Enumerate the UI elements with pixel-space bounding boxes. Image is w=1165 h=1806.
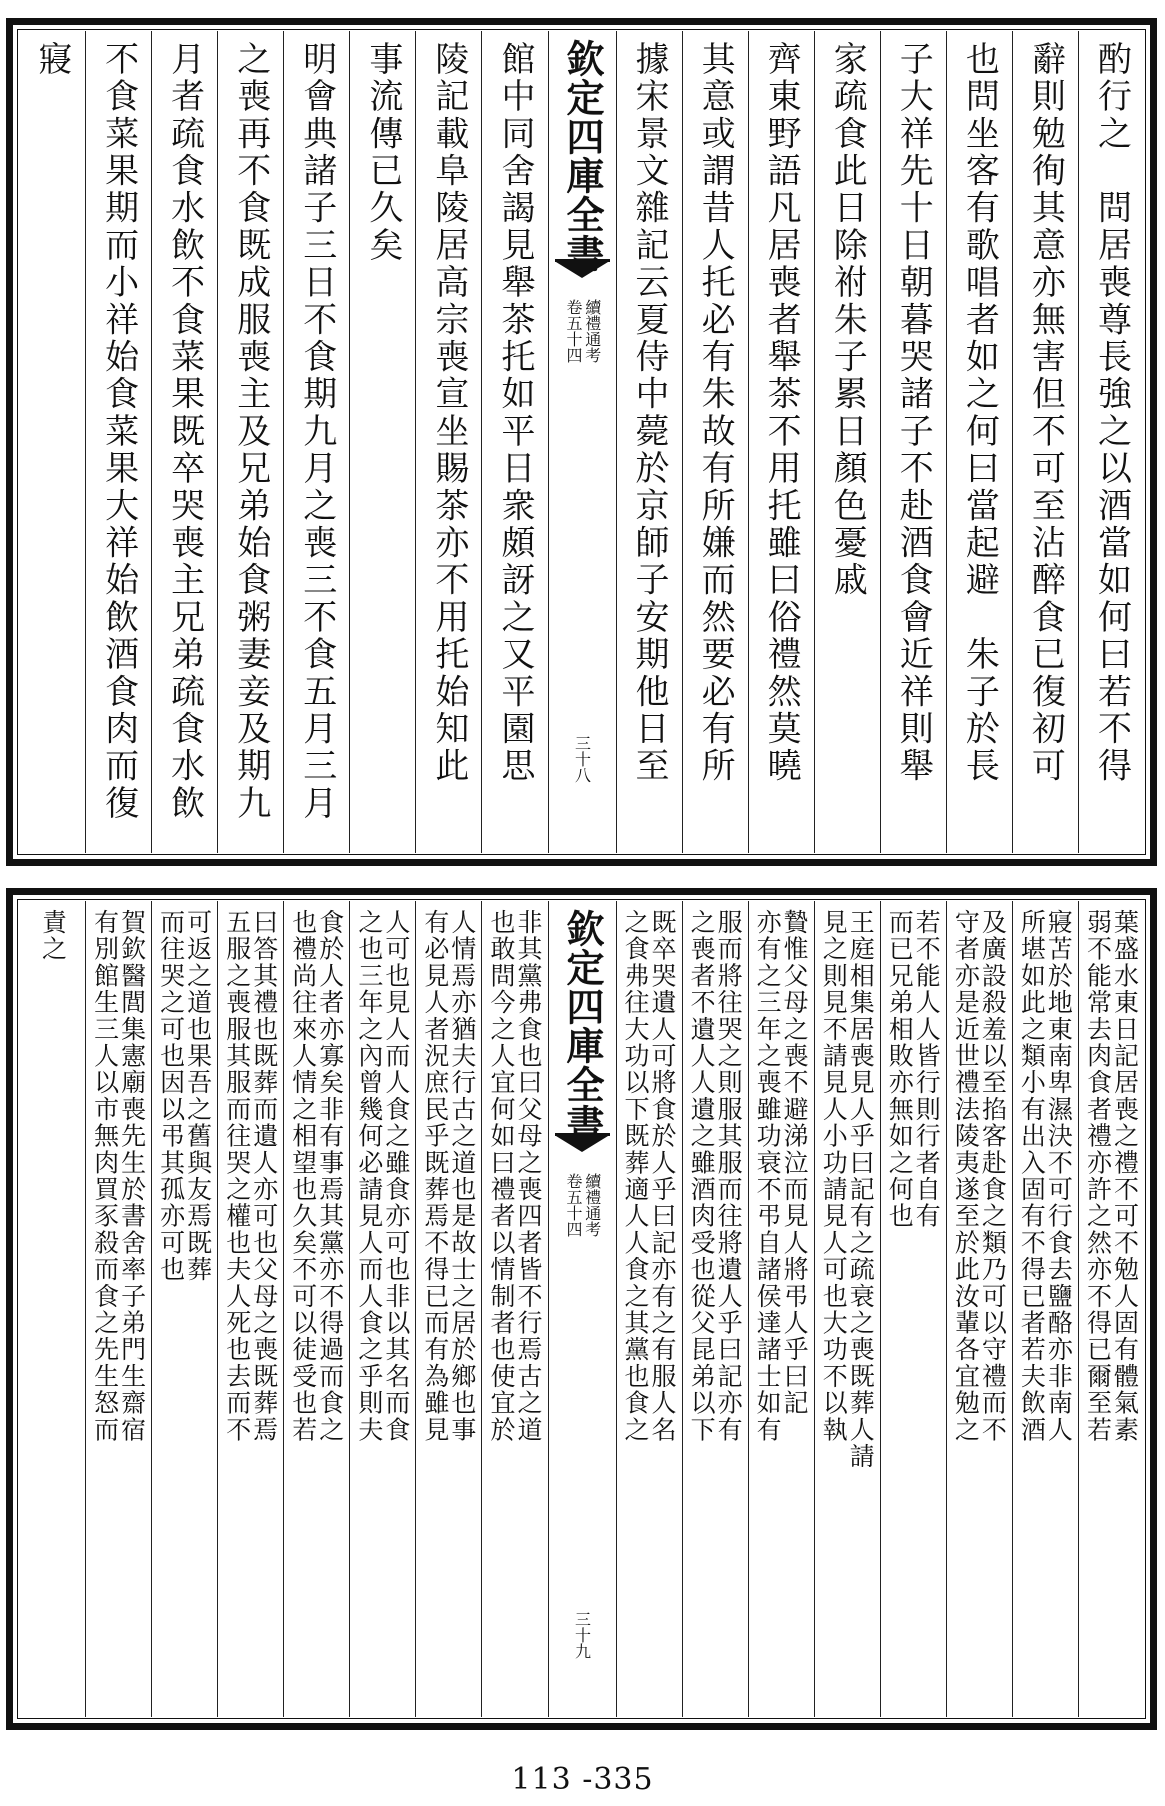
double-line-text <box>1079 909 1144 1443</box>
column-text: 陵記載阜陵居高宗喪宣坐賜茶亦不用托始知此 <box>428 41 469 785</box>
text-column <box>682 31 748 853</box>
sub-line: 見之則見不請見人小功請見人可也大功不以執 <box>819 909 849 1443</box>
sub-line: 有別館生三人以市無肉買豕殺而食之先生怒而 <box>90 909 120 1443</box>
text-column <box>349 901 415 1717</box>
page-number: 113 -335 <box>511 1762 654 1797</box>
text-column <box>1012 31 1078 853</box>
text-column <box>19 31 85 853</box>
text-column <box>1078 31 1144 853</box>
column-text: 家疏食此日除祔朱子累日顏色憂戚 <box>827 41 868 599</box>
banner-volume: 卷五十四 <box>564 1173 583 1237</box>
text-column <box>151 31 217 853</box>
text-column <box>349 31 415 853</box>
column-text: 齊東野語凡居喪者舉茶不用托雖曰俗禮然莫曉 <box>761 41 802 785</box>
fishtail-mark <box>555 259 610 284</box>
text-column <box>814 901 880 1717</box>
sub-line: 也敢問今之人宜何如曰禮者以情制者也使宜於 <box>486 909 516 1443</box>
sub-line: 若不能人人皆行則行者自有 <box>912 909 942 1230</box>
column-text: 之喪再不食既成服喪主及兄弟始食粥妻妾及期九 <box>230 41 271 823</box>
text-column <box>283 901 349 1717</box>
double-line-text <box>749 909 814 1443</box>
banner-title: 欽定四庫全書 <box>560 909 605 1143</box>
double-line-text <box>815 909 880 1470</box>
sub-line: 王庭相集居喪見人乎曰記有之疏衰之喪既葬人請 <box>846 909 876 1470</box>
sub-line: 弱不能常去肉食者禮亦許之然亦不得已爾至若 <box>1083 909 1113 1443</box>
text-column <box>682 901 748 1717</box>
double-line-text <box>86 909 151 1443</box>
text-column <box>415 31 481 853</box>
banner-title: 欽定四庫全書 <box>560 39 605 273</box>
text-column <box>748 31 814 853</box>
sub-line: 人可也見人而人食之雖食亦可也非以其名而食 <box>381 909 411 1443</box>
sub-line: 有必見人者況庶民乎既葬焉不得已而有為雖見 <box>420 909 450 1443</box>
text-column <box>19 901 85 1717</box>
sub-line: 亦有之三年之喪雖功衰不弔自諸侯達諸士如有 <box>753 909 783 1443</box>
sub-line: 賀欽醫閭集憲廟喪先生於書舍率子弟門生齋宿 <box>117 909 147 1443</box>
upper-page-columns <box>19 31 1144 853</box>
sub-line: 也禮尚往來人情之相望也久矣不可以徒受也若 <box>288 909 318 1443</box>
column-text: 也問坐客有歌唱者如之何曰當起避 朱子於長 <box>959 41 1000 785</box>
double-line-text <box>683 909 748 1443</box>
double-line-text <box>947 909 1012 1443</box>
text-column <box>946 31 1012 853</box>
column-text: 據宋景文雜記云夏侍中薨於京師子安期他日至 <box>629 41 670 785</box>
double-line-text <box>152 909 217 1283</box>
text-column <box>151 901 217 1717</box>
double-line-text <box>617 909 682 1443</box>
banner-book: 續禮通考 <box>582 299 602 363</box>
sub-line: 守者亦是近世禮法陵夷遂至於此汝輩各宜勉之 <box>951 909 981 1443</box>
text-column <box>616 901 682 1717</box>
sub-line: 服而將往哭之則服其服而往將遺人乎曰記亦有 <box>714 909 744 1443</box>
text-column <box>481 901 547 1717</box>
text-column <box>217 901 283 1717</box>
column-text: 子大祥先十日朝暮哭諸子不赴酒食會近祥則舉 <box>893 41 934 785</box>
center-banner-lower <box>548 901 616 1717</box>
sub-line: 食於人者亦寡矣非有事焉其黨亦不得過而食之 <box>315 909 345 1443</box>
banner-folio: 三十八 <box>572 735 592 783</box>
column-text: 月者疏食水飲不食菜果既卒哭喪主兄弟疏食水飲 <box>164 41 205 823</box>
double-line-text <box>1013 909 1078 1443</box>
banner-book: 續禮通考 <box>582 1173 602 1237</box>
column-text: 酌行之 問居喪尊長強之以酒當如何曰若不得 <box>1091 41 1132 785</box>
text-column <box>1078 901 1144 1717</box>
text-column <box>85 31 151 853</box>
column-text: 明會典諸子三日不食期九月之喪三不食五月三月 <box>296 41 337 823</box>
column-text: 寢 <box>32 41 73 79</box>
double-line-text <box>350 909 415 1443</box>
lower-page-columns <box>19 901 1144 1717</box>
text-column <box>481 31 547 853</box>
sub-line: 既卒哭遺人可將食於人乎曰記亦有之有服人名 <box>648 909 678 1443</box>
sub-line: 之喪者不遺人人遺之雖酒肉受也從父昆弟以下 <box>687 909 717 1443</box>
sub-line: 所堪如此之類小有出入固有不得已者若夫飲酒 <box>1017 909 1047 1443</box>
text-column <box>1012 901 1078 1717</box>
text-column <box>217 31 283 853</box>
lower-page <box>6 888 1157 1730</box>
sub-line: 曰答其禮也既葬而遺人亦可也父母之喪既葬焉 <box>249 909 279 1443</box>
text-column <box>283 31 349 853</box>
center-banner-upper <box>548 31 616 853</box>
text-column <box>748 901 814 1717</box>
sub-line: 非其黨弗食也曰父母之喪四者皆不行焉古之道 <box>513 909 543 1443</box>
banner-subtitle <box>564 1173 600 1237</box>
fishtail-mark <box>555 1133 610 1158</box>
banner-folio: 三十九 <box>572 1611 592 1659</box>
banner-subtitle <box>564 299 600 363</box>
sub-line: 可返之道也果吾之舊與友焉既葬 <box>183 909 213 1283</box>
column-text: 辭則勉徇其意亦無害但不可至沾醉食已復初可 <box>1025 41 1066 785</box>
column-text: 事流傳已久矣 <box>362 41 403 265</box>
sub-line: 人情焉亦猶夫行古之道也是故士之居於鄉也事 <box>447 909 477 1443</box>
double-line-text <box>482 909 547 1443</box>
text-column <box>814 31 880 853</box>
sub-line: 五服之喪服其服而往哭之權也夫人死也去而不 <box>222 909 252 1443</box>
double-line-text <box>19 909 85 962</box>
column-text: 不食菜果期而小祥始食菜果大祥始飲酒食肉而復 <box>98 41 139 823</box>
text-column <box>880 31 946 853</box>
double-line-text <box>284 909 349 1443</box>
column-text: 其意或謂昔人托必有朱故有所嫌而然要必有所 <box>695 41 736 785</box>
sub-line: 而往哭之可也因以弔其孤亦可也 <box>156 909 186 1283</box>
text-column <box>85 901 151 1717</box>
sub-line: 葉盛水東日記居喪之禮不可不勉人固有體氣素 <box>1110 909 1140 1443</box>
sub-line: 寢苫於地東南卑濕決不可行食去鹽酪亦非南人 <box>1044 909 1074 1443</box>
text-column <box>415 901 481 1717</box>
upper-page <box>6 18 1157 866</box>
sub-line: 而已兄弟相敗亦無如之何也 <box>885 909 915 1230</box>
banner-volume: 卷五十四 <box>564 299 583 363</box>
double-line-text <box>881 909 946 1229</box>
sub-line: 之也三年之內曾幾何必請見人而人食之乎則夫 <box>354 909 384 1443</box>
double-line-text <box>416 909 481 1443</box>
column-text: 館中同舍謁見舉茶托如平日衆頗訝之又平園思 <box>494 41 535 785</box>
double-line-text <box>218 909 283 1443</box>
text-column <box>880 901 946 1717</box>
sub-line: 及廣設殺羞以至掐客赴食之類乃可以守禮而不 <box>978 909 1008 1443</box>
sub-line: 贄惟父母之喪不避涕泣而見人將弔人乎曰記 <box>780 909 810 1417</box>
sub-line: 責之 <box>38 909 68 963</box>
text-column <box>616 31 682 853</box>
sub-line: 之食弗往大功以下既葬適人人食之其黨也食之 <box>621 909 651 1443</box>
text-column <box>946 901 1012 1717</box>
